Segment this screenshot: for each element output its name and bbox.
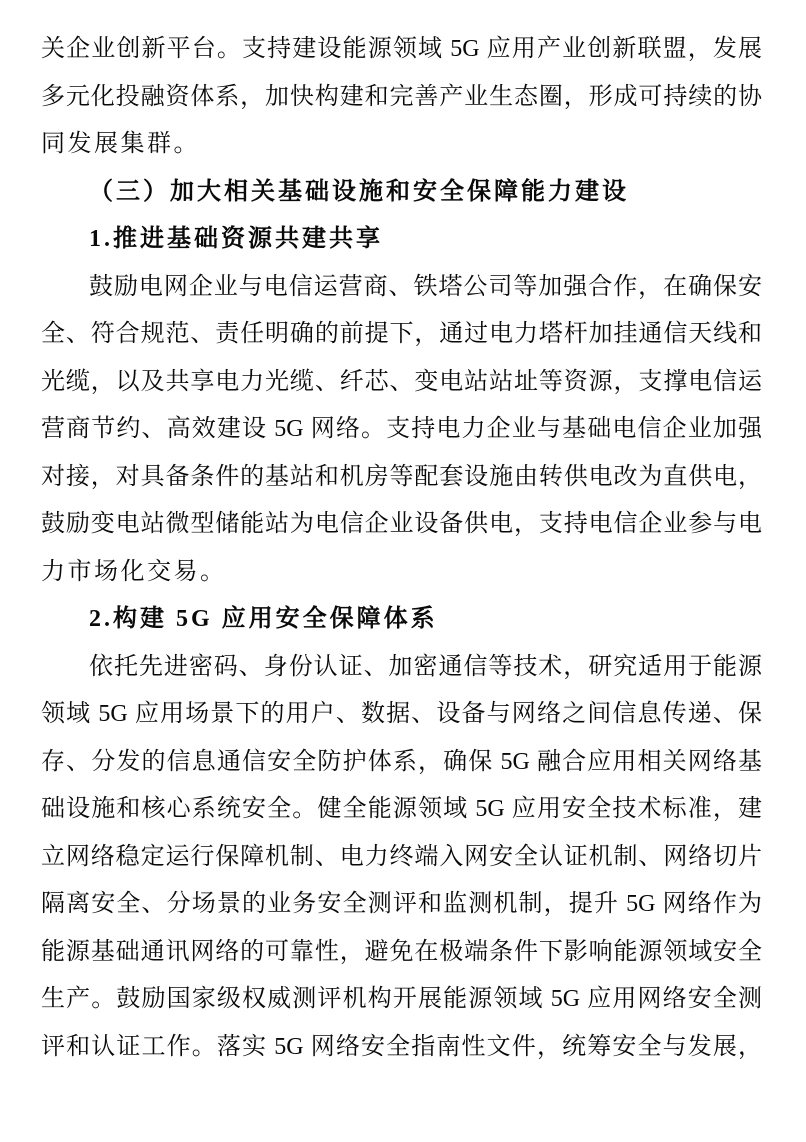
paragraph-line: 同发展集群。	[41, 131, 200, 157]
paragraph-line: 营商节约、高效建设 5G 网络。支持电力企业与基础电信企业加强	[41, 416, 762, 442]
heading-section: （三）加大相关基础设施和安全保障能力建设	[89, 178, 629, 205]
paragraph-line: 关企业创新平台。支持建设能源领域 5G 应用产业创新联盟，发展	[41, 36, 762, 62]
paragraph-line: 鼓励变电站微型储能站为电信企业设备供电，支持电信企业参与电	[41, 511, 762, 537]
heading-subsection: 2.构建 5G 应用安全保障体系	[89, 606, 438, 632]
paragraph-line: 多元化投融资体系，加快构建和完善产业生态圈，形成可持续的协	[41, 83, 762, 110]
paragraph-line: 础设施和核心系统安全。健全能源领域 5G 应用安全技术标准，建	[41, 796, 762, 822]
paragraph-line: 能源基础通讯网络的可靠性，避免在极端条件下影响能源领域安全	[41, 938, 762, 965]
paragraph-line: 生产。鼓励国家级权威测评机构开展能源领域 5G 应用网络安全测	[41, 986, 762, 1012]
paragraph-line: 鼓励电网企业与电信运营商、铁塔公司等加强合作，在确保安	[89, 273, 762, 300]
paragraph-line: 光缆，以及共享电力光缆、纤芯、变电站站址等资源，支撑电信运	[41, 368, 762, 395]
paragraph-line: 隔离安全、分场景的业务安全测评和监测机制，提升 5G 网络作为	[41, 891, 762, 917]
paragraph-line: 全、符合规范、责任明确的前提下，通过电力塔杆加挂通信天线和	[41, 321, 762, 347]
paragraph-line: 立网络稳定运行保障机制、电力终端入网安全认证机制、网络切片	[41, 843, 762, 870]
paragraph-line: 领域 5G 应用场景下的用户、数据、设备与网络之间信息传递、保	[41, 701, 762, 727]
paragraph-line: 依托先进密码、身份认证、加密通信等技术，研究适用于能源	[89, 653, 762, 680]
paragraph-line: 评和认证工作。落实 5G 网络安全指南性文件，统筹安全与发展，	[41, 1033, 762, 1060]
heading-subsection: 1.推进基础资源共建共享	[89, 226, 383, 252]
paragraph-line: 存、分发的信息通信安全防护体系，确保 5G 融合应用相关网络基	[41, 748, 762, 775]
paragraph-line: 对接，对具备条件的基站和机房等配套设施由转供电改为直供电，	[41, 463, 762, 490]
paragraph-line: 力市场化交易。	[41, 558, 227, 585]
